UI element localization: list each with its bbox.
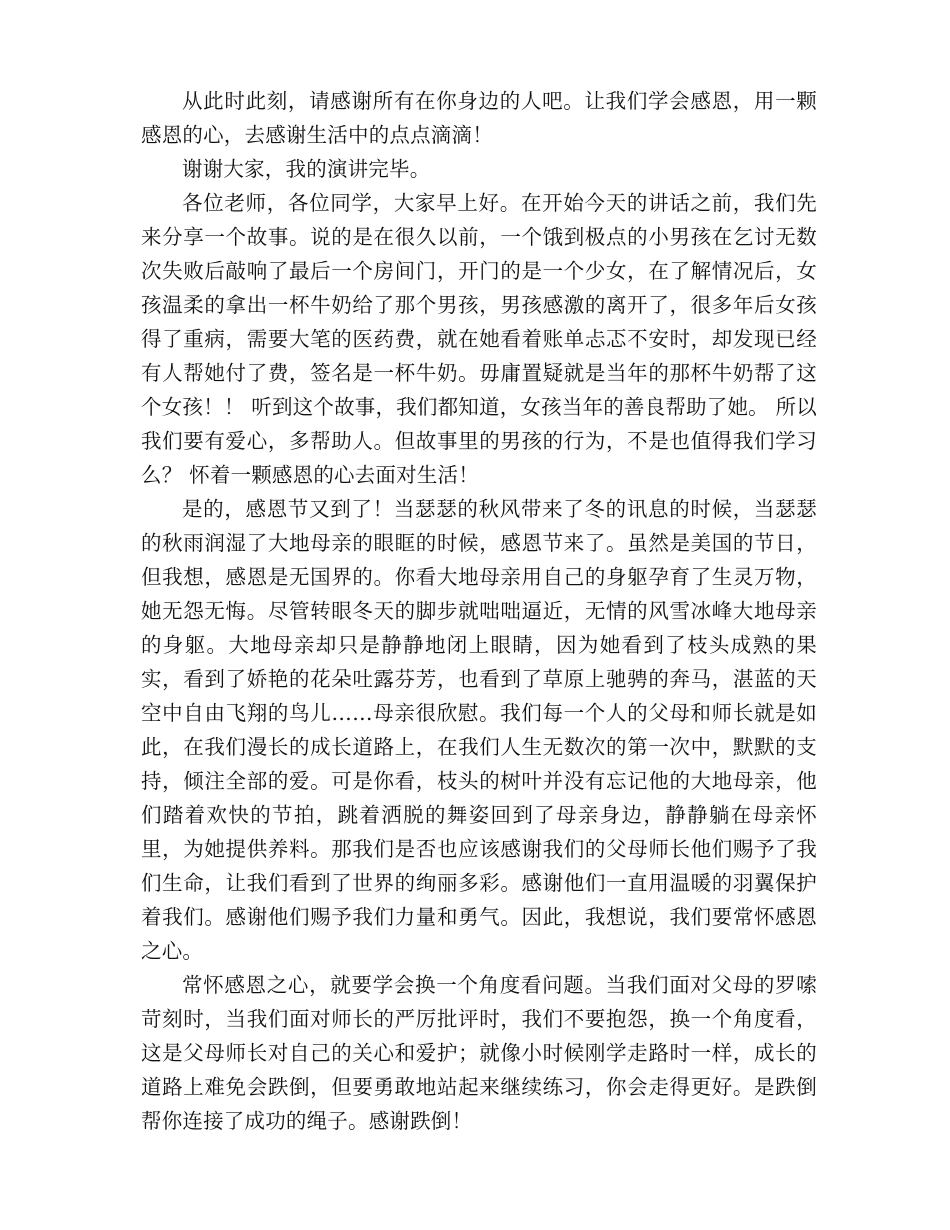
paragraph-closing-thanks: 从此时此刻，请感谢所有在你身边的人吧。让我们学会感恩，用一颗感恩的心，去感谢生活中的点点滴滴！ bbox=[141, 89, 817, 147]
paragraph-gratitude-perspective: 常怀感恩之心，就要学会换一个角度看问题。当我们面对父母的罗嗦苛刻时，当我们面对师长的严厉批评时，我们不要抱怨，换一个角度看，这是父母师长对自己的关心和爱护；就像小时候刚学走路时一样，成长的道路上难免会跌倒，但要勇敢地站起来继续练习，你会走得更好。是跌倒帮你连接了成功的绳子。感谢跌倒！ bbox=[141, 973, 817, 1133]
paragraph-thanksgiving: 是的，感恩节又到了！当瑟瑟的秋风带来了冬的讯息的时候，当瑟瑟的秋雨润湿了大地母亲的眼眶的时候，感恩节来了。虽然是美国的节日，但我想，感恩是无国界的。你看大地母亲用自己的身躯孕育了生灵万物，她无怨无悔。尽管转眼冬天的脚步就咄咄逼近，无情的风雪冰峰大地母亲的身躯。大地母亲却只是静静地闭上眼睛，因为她看到了枝头成熟的果实，看到了娇艳的花朵吐露芬芳，也看到了草原上驰骋的奔马，湛蓝的天空中自由飞翔的鸟儿……母亲很欣慰。我们每一个人的父母和师长就是如此，在我们漫长的成长道路上，在我们人生无数次的第一次中，默默的支持，倾注全部的爱。可是你看，枝头的树叶并没有忘记他的大地母亲，他们踏着欢快的节拍，跳着洒脱的舞姿回到了母亲身边，静静躺在母亲怀里，为她提供养料。那我们是否也应该感谢我们的父母师长他们赐予了我们生命，让我们看到了世界的绚丽多彩。感谢他们一直用温暖的羽翼保护着我们。感谢他们赐予我们力量和勇气。因此，我想说，我们要常怀感恩之心。 bbox=[141, 497, 817, 963]
document-body bbox=[141, 84, 817, 1138]
paragraph-speech-end: 谢谢大家，我的演讲完毕。 bbox=[182, 157, 431, 181]
paragraph-milk-story: 各位老师，各位同学，大家早上好。在开始今天的讲话之前，我们先来分享一个故事。说的是在很久以前，一个饿到极点的小男孩在乞讨无数次失败后敲响了最后一个房间门，开门的是一个少女，在了解情况后，女孩温柔的拿出一杯牛奶给了那个男孩，男孩感激的离开了，很多年后女孩得了重病，需要大笔的医药费，就在她看着账单忐忑不安时，却发现已经有人帮她付了费，签名是一杯牛奶。毋庸置疑就是当年的那杯牛奶帮了这个女孩！！ 听到这个故事，我们都知道，女孩当年的善良帮助了她。 所以我们要有爱心，多帮助人。但故事里的男孩的行为，不是也值得我们学习么？ 怀着一颗感恩的心去面对生活！ bbox=[141, 191, 817, 487]
